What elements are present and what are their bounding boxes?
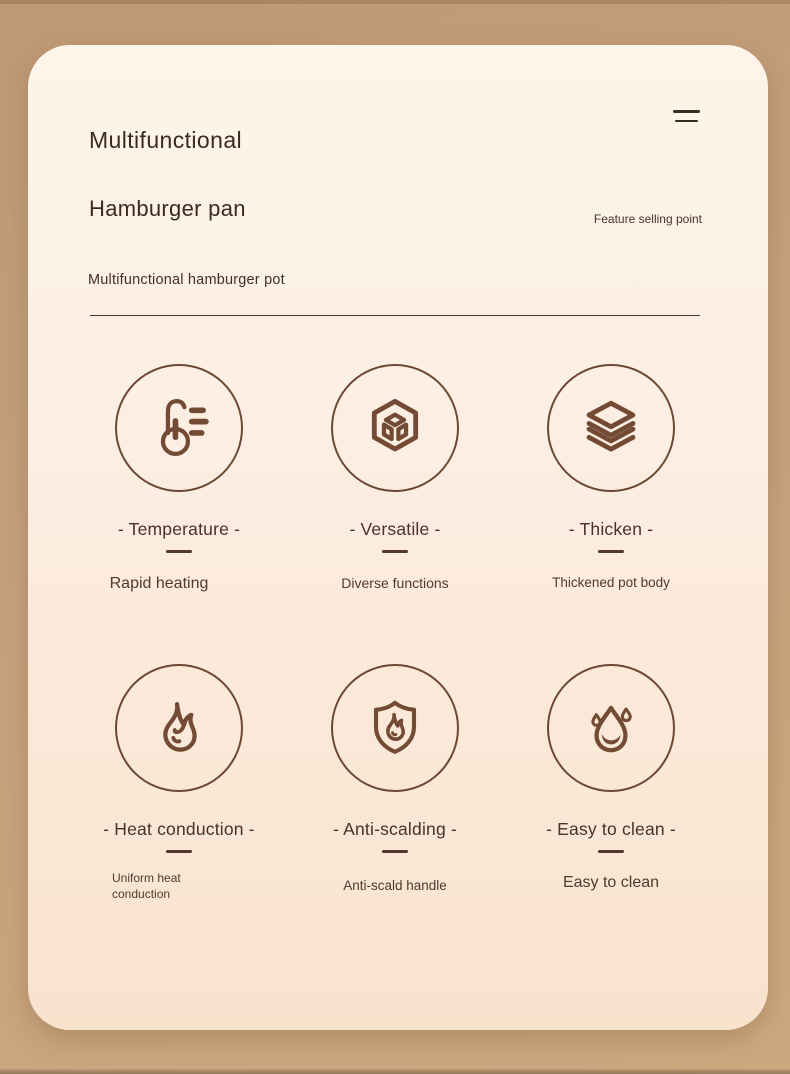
icon-circle — [331, 664, 459, 792]
feature-title: - Anti-scalding - — [332, 819, 457, 839]
thermometer-icon — [145, 394, 213, 462]
feature-dash — [166, 850, 192, 853]
feature-title: - Thicken - — [568, 519, 654, 539]
feature-subtitle: Uniform heat conduction — [112, 871, 181, 901]
feature-title: - Temperature - — [117, 519, 241, 539]
icon-circle — [115, 364, 243, 492]
water-drops-icon — [577, 694, 645, 762]
feature-subtitle: Diverse functions — [341, 575, 449, 591]
page-title-line1: Multifunctional — [89, 127, 243, 153]
shield-flame-icon — [361, 694, 429, 762]
header-divider — [90, 315, 700, 316]
icon-circle — [547, 664, 675, 792]
feature-dash — [166, 550, 192, 553]
feature-heat-conduction — [71, 664, 287, 902]
cube-icon — [361, 394, 429, 462]
icon-circle — [115, 664, 243, 792]
feature-easy-to-clean — [503, 664, 719, 902]
hamburger-menu-icon[interactable] — [673, 110, 700, 122]
product-card — [28, 45, 768, 1030]
feature-subtitle: Easy to clean — [562, 874, 660, 891]
feature-versatile — [287, 364, 503, 595]
feature-dash — [382, 850, 408, 853]
feature-dash — [598, 550, 624, 553]
feature-anti-scalding — [287, 664, 503, 902]
feature-row-2 — [71, 664, 719, 902]
feature-row-1 — [71, 364, 719, 595]
icon-circle — [331, 364, 459, 492]
feature-title: - Easy to clean - — [546, 819, 676, 839]
feature-subtitle: Anti-scald handle — [343, 878, 447, 893]
product-subtitle: Multifunctional hamburger pot — [88, 272, 285, 288]
feature-temperature — [71, 364, 287, 595]
flame-icon — [145, 694, 213, 762]
feature-title: - Versatile - — [349, 519, 441, 539]
feature-selling-point-label: Feature selling point — [593, 212, 702, 226]
layers-icon — [577, 394, 645, 462]
feature-subtitle: Rapid heating — [109, 575, 209, 592]
page-title-line2: Hamburger pan — [89, 196, 246, 221]
feature-dash — [382, 550, 408, 553]
feature-thicken — [503, 364, 719, 595]
feature-dash — [598, 850, 624, 853]
feature-title: - Heat conduction - — [103, 819, 255, 839]
feature-subtitle: Thickened pot body — [552, 575, 670, 590]
icon-circle — [547, 364, 675, 492]
